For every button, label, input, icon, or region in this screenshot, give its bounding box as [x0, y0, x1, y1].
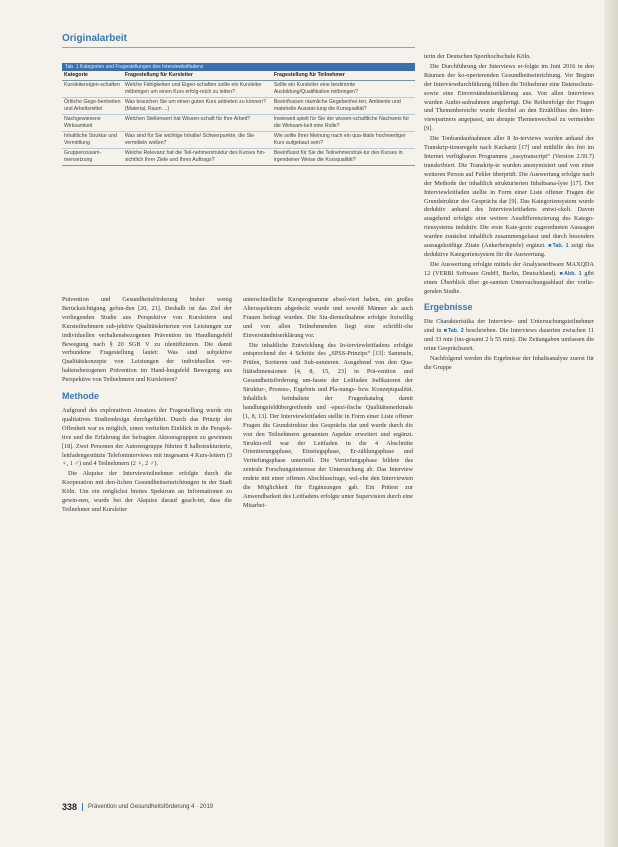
table-cell: Inwieweit spielt für Sie der wissen-schaftliche Nachweis für die Wirksam-keit eine Rolle?: [273, 116, 410, 129]
table-header-row: [62, 71, 415, 81]
table-cell: Welche Relevanz hat die Teil-nehmerstruktur des Kurses hin-sichtlich Ihrer Ziele und Ihres Auftrags?: [124, 150, 266, 163]
table-header-cell: Fragestellung für Teilnehmer: [273, 72, 345, 78]
header-rule: [62, 47, 415, 48]
table-caption: Tab. 1 Kategorien und Fragestellungen des Interviewleitfadens: [62, 63, 415, 71]
table-row: [62, 149, 415, 166]
table-cell: Was brauchen Sie um einen guten Kurs anbieten zu können? (Material, Raum ...): [124, 99, 266, 112]
table-header-cell: Kategorie: [64, 72, 88, 78]
paragraph: Nachfolgend werden die Ergebnisse der Inhaltsanalyse zuerst für die Gruppe: [424, 355, 594, 371]
heading-methode: Methode: [62, 391, 99, 402]
paragraph-text: Die Tonbandaufnahmen aller 8 In-terviews wurden anhand der Transkrip-tionsregeln nach Kuckartz [17] und mithilfe des frei im Internet verfügbaren Programms „easytranscript“ (Version 2.50.7) transkribiert. Die Transkrip-te wurden anonymisiert und von einer weiteren Person auf Fehler überprüft. Die Auswertung erfolgte nach der Methode der inhaltlich strukturierten Inhaltsana-lyse [17]. Der Interviewleitfaden stellte in Form einer Liste offener Fragen die Grundstruktur des Gesprächs dar [9]. Das Kategoriensystem wurde deduktiv anhand des Interviewleitfadens entwi-ckelt. Davon ausgehend erfolgte eine weitere Ausdifferenzierung des Katego-riensystems induktiv. Die erste Kate-gorie zugeordneten Aussagen wurden zunächst inhaltlich zusammengefasst und durch besonders aussagekräftige Zitate (Ankerbeispiele) ergänzt.: [424, 135, 594, 250]
page-edge: [604, 0, 618, 847]
table-cell: Was sind für Sie wichtige Inhalte/ Schwerpunkte, die Sie vermitteln wollen?: [124, 133, 255, 146]
table-cell: Welche Fähigkeiten und Eigen-schaften sollte ein Kursleiter mitbringen um einen Kurs erfolg-reich zu leiten?: [124, 82, 262, 95]
journal-name: Prävention und Gesundheitsförderung 4 · 2019: [88, 804, 214, 810]
reference-label: Tab. 2: [447, 328, 464, 335]
table-row: [62, 132, 415, 149]
page-number: 338: [62, 802, 78, 812]
table-cell: Inhaltliche Struktur und Vermittlung: [64, 133, 118, 146]
paragraph: Prävention und Gesundheitsförderung bisher wenig Berücksichtigung gefun-den [20, 21]. Deshalb ist das Ziel der vorliegenden Studie aus Perspektive von Kursleitern und Kursteilnehmern sub-jektive Qualitätskriterien von Leistungen zur individuellen verhaltensbezogenen Prävention im Handlungsfeld Bewegung nach § 20 SGB V zu identifizieren. Die damit verbundene Fragestellung lautet: Was sind subjektive Qualitätskonzepte von Leistungen der individuellen ver-haltensbezogenen Prävention im Hand-lungsfeld Bewegung aus Perspektive von Teilnehmern und Kursleitern?: [62, 296, 232, 384]
paragraph: [424, 318, 594, 354]
reference-label: Abb. 1: [563, 270, 582, 277]
paragraph: [424, 261, 594, 297]
footer-divider: [82, 803, 83, 811]
table-cell: Welchen Stellenwert hat Wissen-schaft für Ihre Arbeit?: [124, 116, 251, 122]
paragraph: Die inhaltliche Entwicklung des In-terviewleitfadens erfolgte entsprechend der 4 Schritte des „SPSS-Prinzips“ [13]: Sammeln, Prüfen, Sortieren und Sub-sumieren. Ausgehend von den Qua-litätsdimensionen [4, 8, 15, 23] in Prä-vention und Gesundheitsförderung um-fasste der Leitfaden Indikatoren der Struktur-, Prozess-, Ergebnis und Pla-nungs- bzw. Konzeptqualität. Inhaltlich beinhaltete der Fragenkatalog damit handlungsfeldübergreifende und -spezi-fische Qualitätsmerkmale [1, 8, 13]. Der Interviewleitfaden stellte in Form einer Liste offener Fragen die Grundstruktur des Gesprächs dar und wurde durch die von den Teilnehmern genannten Aspekte erweitert und ergänzt. Struktu-rell war der Leitfaden in die 4 Abschnitte Orientierungsphase, Einstiegsphase, Er-zählungsphase und Vertiefungsphase unterteilt. Die Vertiefungsphase bildete das zentrale Forschungsinteresse der Untersuchung ab. Das Interview endete mit einer offenen Abschlussfrage, wel-che den Interviewten die Möglichkeit für Ergänzungen gab. Ein Prätest zur Anwendbarkeit des Leitfadens erfolgte unter Supervision durch eine Mitarbei-: [243, 341, 413, 509]
table-cell: Örtliche Gege-benheiten und Arbeitsmittel: [64, 99, 121, 112]
text-column-1: [62, 296, 232, 516]
paragraph-text: zeigt das deduktive Kategoriensystem für die Auswertung.: [424, 242, 595, 258]
table-row: [62, 98, 415, 115]
table-row: [62, 81, 415, 98]
paragraph-text: gibt einen Überblick über ge-samten Untersuchungsablauf der vorlie-genden Studie.: [424, 269, 594, 295]
table-cell: Kursleitereigen-schaften: [64, 82, 120, 88]
table-cell: Gruppenzusam-mensetzung: [64, 150, 102, 163]
text-column-3: [424, 53, 594, 374]
table-row: [62, 115, 415, 132]
paragraph: unterschiedliche Kursprogramme absol-viert haben, ein großes Altersspektrum abgedeckt wurde und sowohl Männer als auch Frauen befragt wurden. Die Stu-dienteilnahme erfolgte freiwillig und von allen Teilnehmenden liegt eine schriftli-che Einverständniserklärung vor.: [243, 296, 413, 339]
table-cell: Beeinflussen räumliche Gegebenhei-ten, Ambiente und materielle Ausstat-tung die Kursqualität?: [273, 99, 401, 112]
paragraph: Die Akquise der Interviewteilnehmer erfolgte durch die Kooperation mit den-lichen Gesundheitseinrichtungen in der Stadt Köln. Um ein möglichst breites Spektrum an Informationen zu gewin-nen, wurde bei der Akquise darauf geach-tet, dass die Teilnehmer und Kursleiter: [62, 470, 232, 513]
heading-ergebnisse: Ergebnisse: [424, 302, 473, 313]
table-cell: Nachgewiesene Wirksamkeit: [64, 116, 101, 129]
reference-label: Tab. 1: [552, 243, 569, 250]
table-cell: Wie sollte Ihrer Meinung nach ein qua-litativ hochwertiger Kurs aufgebaut sein?: [273, 133, 406, 146]
table-reference-link[interactable]: ■Tab. 2: [443, 328, 464, 335]
table-cell: Beeinflusst für Sie die Teilnehmerstruk-tur des Kurses in irgendeiner Weise die Kursqualität?: [273, 150, 403, 163]
table-reference-link[interactable]: ■Tab. 1: [548, 243, 569, 250]
section-header: Originalarbeit: [62, 33, 128, 44]
paragraph: terin der Deutschen Sporthochschule Köln.: [424, 53, 531, 60]
paragraph: Aufgrund des explorativen Ansatzes der Fragestellung wurde ein qualitatives Studiendesign durchgeführt. Durch das Prinzip der Offenheit war es möglich, einen vertieften Einblick in die Perspek-tive und die Erfahrung der befragten Akteursgruppen zu gewinnen [18]. Zwei Personen der Autorengruppe führten 8 halbstrukturierte, leitfadengestützte Telefoninterviews mit insgesamt 4 Kurs-leitern (3 ♀, 1 ♂) und 4 Teilnehmern (2 ♀, 2 ♂).: [62, 406, 232, 468]
paragraph: [424, 135, 594, 260]
paragraph-text: beschrieben. Die Interviews dauerten zwischen 11 und 33 min (ins-gesamt 2 h 55 min). Die Zeitangaben umfassen die reine Gesprächszeit.: [424, 327, 594, 353]
text-column-2: [243, 296, 413, 512]
figure-reference-link[interactable]: ■Abb. 1: [559, 270, 582, 277]
table-cell: Sollte ein Kursleiter eine bestimmte Ausbildung/Qualifikation mitbringen?: [273, 82, 359, 95]
paragraph-text: Die Auswertung erfolgte mittels der Analysesoftware MAXQDA 12 (VERBI Software GmbH, Berlin, Deutschland).: [424, 260, 594, 277]
table-header-cell: Fragestellung für Kursleiter: [124, 72, 193, 78]
page-footer: [62, 802, 213, 812]
paragraph-text: Die Charakteristika der Interview- und Untersuchungsteilnehmer sind in: [424, 318, 594, 335]
category-table: [62, 63, 415, 166]
paragraph: Die Durchführung der Interviews er-folgte im Juni 2016 in den Räumen der ko-operierenden Gesundheitseinrichtung. Vor Beginn der Interviewdurchführung füllten die Teilnehmer eine Datenschutz-sowie eine Einverständniserklärung aus. Von allen Interviews wurden Audio-aufnahmen angefertigt. Die Reihenfolge der Fragen und Themenbereiche wurde flexibel an den Erzählfluss des Inter-viewpartners angepasst, um abrupte Themenwechsel zu vermeiden [9].: [424, 62, 594, 133]
